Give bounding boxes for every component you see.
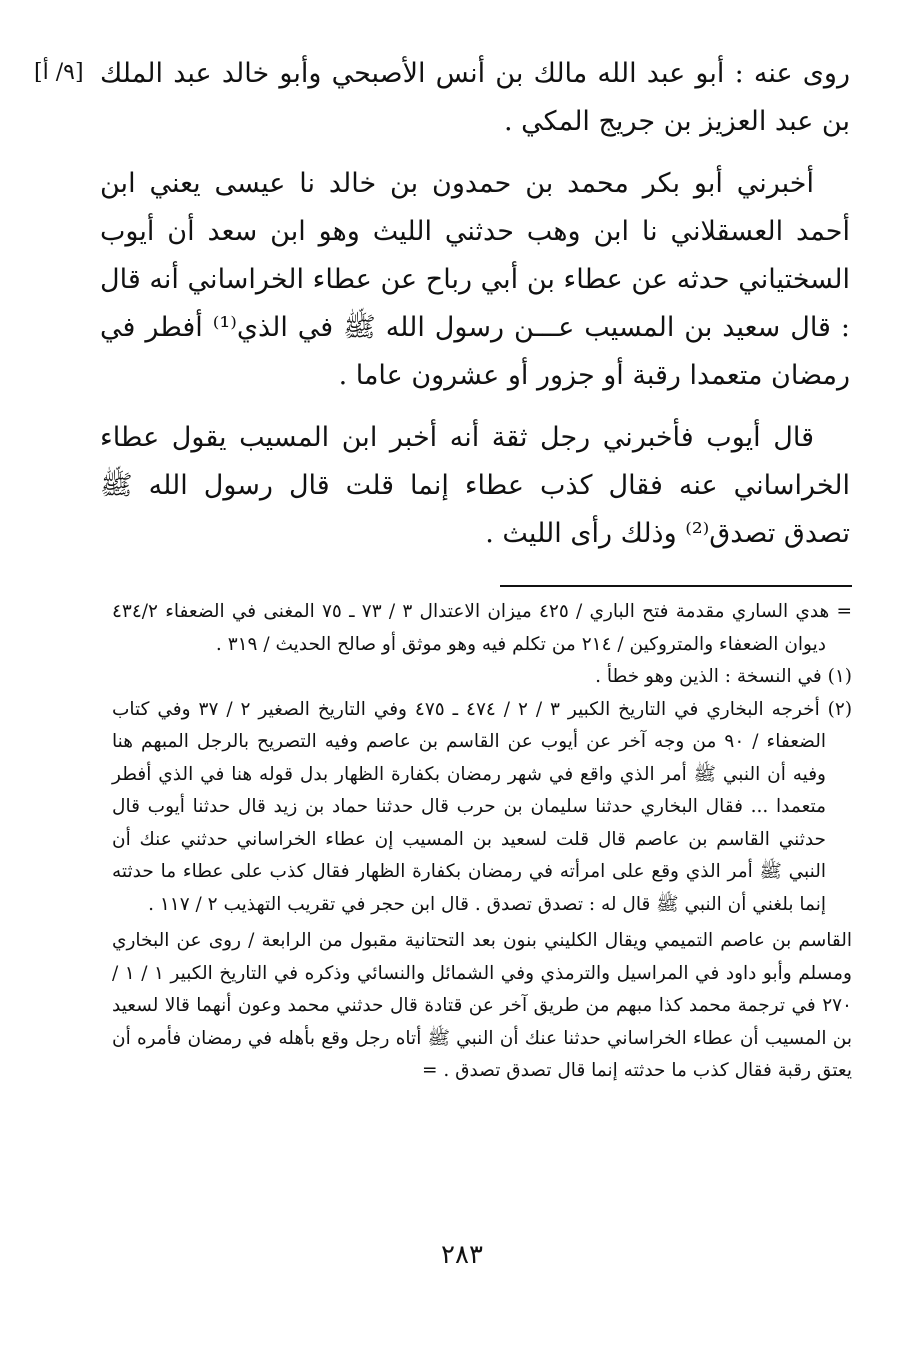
- main-text: [100, 50, 850, 572]
- page-number: ٢٨٣: [441, 1240, 483, 1270]
- footnote-continued: = هدي الساري مقدمة فتح الباري / ٤٢٥ ميزان الاعتدال ٣ / ٧٣ ـ ٧٥ المغنى في الضعفاء ٤٣٤/٢ ديوان الضعفاء والمتروكين / ٢١٤ من تكلم فيه وهو موثق أو صالح الحديث / ٣١٩ .: [112, 601, 853, 655]
- manuscript-folio-reference: [٩/ أ]: [34, 60, 84, 85]
- main-paragraph: قال أيوب فأخبرني رجل ثقة أنه أخبر ابن المسيب يقول عطاء الخراساني عنه فقال كذب عطاء إنما قلت قال رسول الله ﷺ تصدق تصدق⁽²⁾ وذلك رأى الليث .: [100, 422, 850, 549]
- footnote-separator: [500, 585, 852, 587]
- main-paragraph: روى عنه : أبو عبد الله مالك بن أنس الأصبحي وأبو خالد عبد الملك بن عبد العزيز بن جريج المكي .: [100, 58, 850, 137]
- footnote-2-continuation: القاسم بن عاصم التميمي ويقال الكليني بنون بعد التحتانية مقبول من الرابعة / روى عن البخاري ومسلم وأبو داود في المراسيل والترمذي وفي الشمائل والنسائي وذكره في التاريخ الكبير ١ / ١ / ٢٧٠ في ترجمة محمد كذا مبهم من طريق آخر عن قتادة قال حدثني محمد وعون أنهما قالا لسعيد بن المسيب أن عطاء الخراساني حدثنا عنك أن النبي ﷺ أتاه رجل وقع بأهله في رمضان فأمره أن يعتق رقبة فقال كذب ما حدثته إنما قال تصدق تصدق . =: [112, 930, 852, 1081]
- main-paragraph: أخبرني أبو بكر محمد بن حمدون بن خالد نا عيسى يعني ابن أحمد العسقلاني نا ابن وهب حدثني الليث وهو ابن سعد أن أيوب السختياني حدثه عن عطاء بن أبي رباح عن عطاء الخراساني أنه قال : قال سعيد بن المسيب عـــن رسول الله ﷺ في الذي⁽¹⁾ أفطر في رمضان متعمدا رقبة أو جزور أو عشرون عاما .: [100, 168, 850, 391]
- footnote-2: (٢) أخرجه البخاري في التاريخ الكبير ٣ / ٢ / ٤٧٤ ـ ٤٧٥ وفي التاريخ الصغير ٢ / ٣٧ وفي كتاب الضعفاء / ٩٠ من وجه آخر عن أيوب عن القاسم بن عاصم وفيه التصريح بالرجل المبهم هنا وفيه أن النبي ﷺ أمر الذي واقع في شهر رمضان بكفارة الظهار بدل قوله هنا في الذي أفطر متعمدا ... فقال البخاري حدثنا سليمان بن حرب قال حدثنا حماد بن زيد قال حدثنا أيوب قال حدثني القاسم بن عاصم قال قلت لسعيد بن المسيب إن عطاء الخراساني حدثني عنك أن النبي ﷺ أمر الذي وقع على امرأته في رمضان بكفارة الظهار فقال كذب على عطاء ما حدثته إنما بلغني أن النبي ﷺ قال له : تصدق تصدق . قال ابن حجر في تقريب التهذيب ٢ / ١١٧ .: [112, 698, 853, 915]
- footnote-1: (١) في النسخة : الذين وهو خطأ .: [595, 666, 852, 687]
- footnotes: [112, 596, 852, 1088]
